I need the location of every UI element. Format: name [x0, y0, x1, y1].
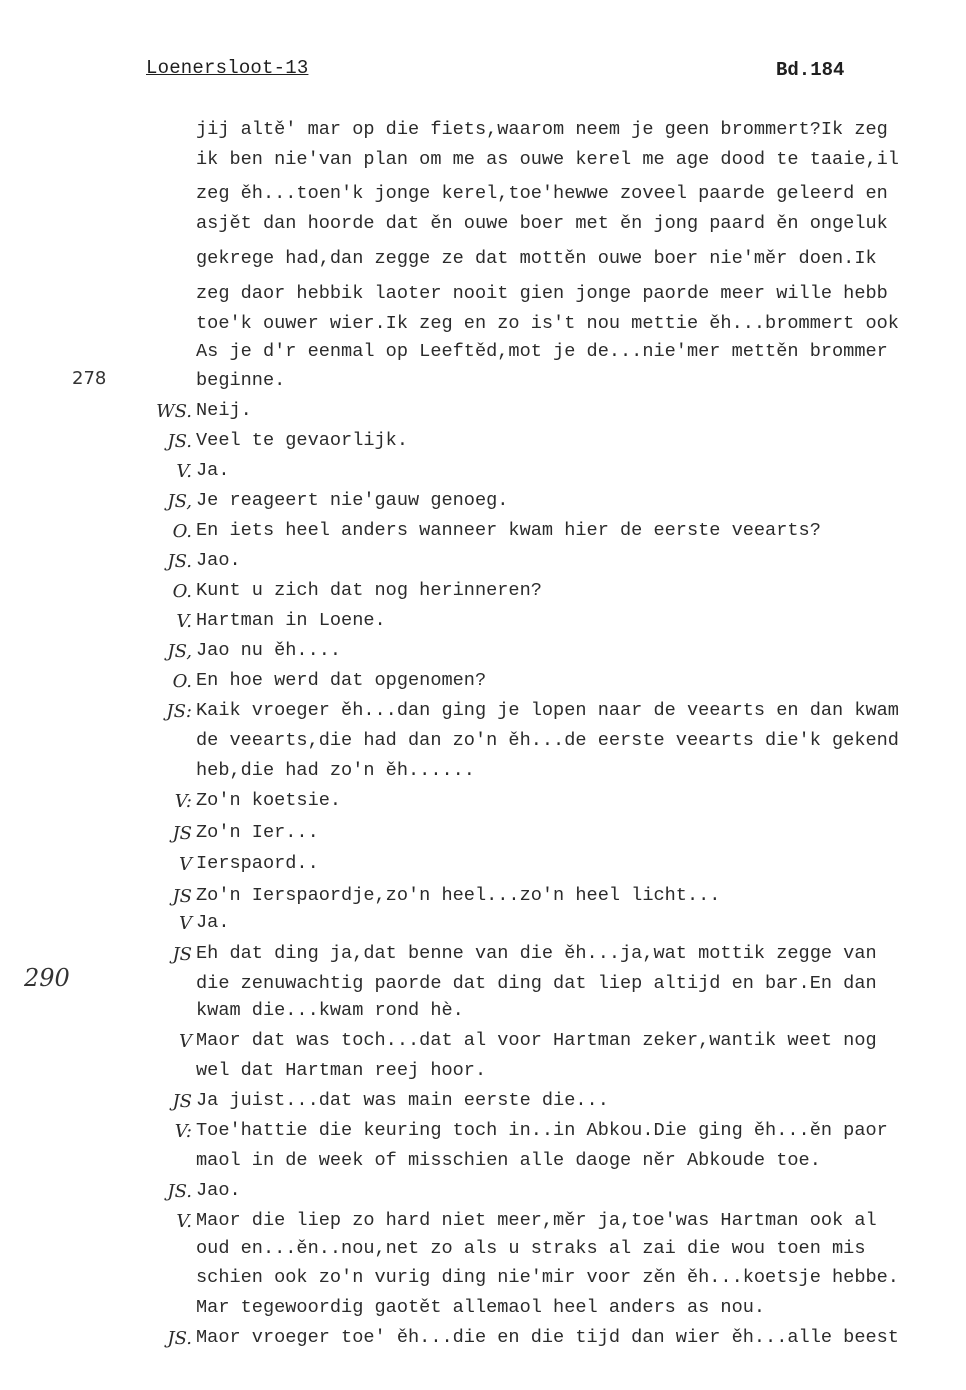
line-text: de veearts,die had dan zo'n ěh...de eerste veearts die'k gekend: [196, 730, 899, 751]
transcript-line: [0, 370, 966, 392]
speaker-label: JS,: [167, 491, 192, 512]
line-text: Neij.: [196, 400, 252, 421]
line-text: beginne.: [196, 370, 286, 391]
transcript-line: [0, 730, 966, 752]
speaker-label: JS.: [167, 1328, 192, 1349]
document-title: Loenersloot-13: [146, 57, 309, 79]
transcript-line: [0, 400, 966, 422]
transcript-line: [0, 1150, 966, 1172]
line-text: schien ook zo'n vurig ding nie'mir voor zěn ěh...koetsje hebbe.: [196, 1267, 899, 1288]
line-text: ik ben nie'van plan om me as ouwe kerel me age dood te taaie,il: [196, 149, 899, 170]
line-text: Eh dat ding ja,dat benne van die ěh...ja,wat mottik zegge van: [196, 943, 877, 964]
line-text: Ja.: [196, 460, 230, 481]
speaker-label: O.: [172, 521, 192, 542]
transcript-line: [0, 460, 966, 482]
transcript-line: [0, 1238, 966, 1260]
line-text: Maor die liep zo hard niet meer,měr ja,toe'was Hartman ook al: [196, 1210, 877, 1231]
line-text: Veel te gevaorlijk.: [196, 430, 409, 451]
line-text: toe'k ouwer wier.Ik zeg en zo is't nou mettie ěh...brommert ook: [196, 313, 899, 334]
line-text: wel dat Hartman reej hoor.: [196, 1060, 487, 1081]
transcript-line: [0, 1180, 966, 1202]
transcript-line: [0, 183, 966, 205]
line-text: Mar tegewoordig gaotět allemaol heel anders as nou.: [196, 1297, 766, 1318]
transcript-line: [0, 213, 966, 235]
transcript-line: [0, 885, 966, 907]
transcript-line: [0, 149, 966, 171]
speaker-label: WS.: [156, 401, 192, 422]
line-text: jij altě' mar op die fiets,waarom neem je geen brommert?Ik zeg: [196, 119, 888, 140]
line-text: zeg daor hebbik laoter nooit gien jonge paorde meer wille hebb: [196, 283, 888, 304]
line-text: Jao nu ěh....: [196, 640, 342, 661]
transcript-line: [0, 1327, 966, 1349]
line-text: Kaik vroeger ěh...dan ging je lopen naar de veearts en dan kwam: [196, 700, 899, 721]
line-text: oud en...ěn..nou,net zo als u straks al zai die wou toen mis: [196, 1238, 866, 1259]
transcript-line: [0, 700, 966, 722]
speaker-label: V:: [174, 1121, 192, 1142]
speaker-label: V: [179, 854, 192, 875]
transcript-line: [0, 520, 966, 542]
line-text: Ierspaord..: [196, 853, 319, 874]
line-text: Ja juist...dat was main eerste die...: [196, 1090, 609, 1111]
margin-number-first: 278: [72, 368, 107, 389]
transcript-line: [0, 943, 966, 965]
speaker-label: JS: [172, 823, 192, 844]
speaker-label: V.: [176, 611, 192, 632]
transcript-line: [0, 119, 966, 141]
line-text: Zo'n koetsie.: [196, 790, 342, 811]
speaker-label: JS: [172, 944, 192, 965]
line-text: gekrege had,dan zegge ze dat mottěn ouwe boer nie'měr doen.Ik: [196, 248, 877, 269]
transcript-line: [0, 1000, 966, 1022]
transcript-line: [0, 1297, 966, 1319]
line-text: Zo'n Ier...: [196, 822, 319, 843]
line-text: Jao.: [196, 550, 241, 571]
transcript-line: [0, 1030, 966, 1052]
transcript-line: [0, 490, 966, 512]
speaker-label: JS: [172, 886, 192, 907]
transcript-line: [0, 550, 966, 572]
transcript-line: [0, 341, 966, 363]
transcript-line: [0, 313, 966, 335]
line-text: asjět dan hoorde dat ěn ouwe boer met ěn jong paard ěn ongeluk: [196, 213, 888, 234]
speaker-label: O.: [172, 581, 192, 602]
speaker-label: V: [179, 1031, 192, 1052]
line-text: die zenuwachtig paorde dat ding dat liep altijd en bar.En dan: [196, 973, 877, 994]
line-text: En iets heel anders wanneer kwam hier de eerste veearts?: [196, 520, 821, 541]
speaker-label: JS,: [167, 641, 192, 662]
transcript-line: [0, 973, 966, 995]
line-text: Hartman in Loene.: [196, 610, 386, 631]
transcript-line: [0, 1210, 966, 1232]
speaker-label: V.: [176, 461, 192, 482]
margin-number-second: 290: [24, 964, 70, 992]
line-text: Zo'n Ierspaordje,zo'n heel...zo'n heel licht...: [196, 885, 721, 906]
line-text: maol in de week of misschien alle daoge něr Abkoude toe.: [196, 1150, 821, 1171]
speaker-label: JS: [172, 1091, 192, 1112]
line-text: As je d'r eenmal op Leeftěd,mot je de...nie'mer mettěn brommer: [196, 341, 888, 362]
transcript-line: [0, 610, 966, 632]
speaker-label: V.: [176, 1211, 192, 1232]
speaker-label: JS:: [166, 701, 192, 722]
transcript-line: [0, 1267, 966, 1289]
speaker-label: V:: [174, 791, 192, 812]
line-text: heb,die had zo'n ěh......: [196, 760, 475, 781]
line-text: Ja.: [196, 912, 230, 933]
line-text: kwam die...kwam rond hè.: [196, 1000, 464, 1021]
line-text: Je reageert nie'gauw genoeg.: [196, 490, 509, 511]
speaker-label: V: [179, 913, 192, 934]
speaker-label: JS.: [167, 1181, 192, 1202]
transcript-line: [0, 283, 966, 305]
transcript-line: [0, 912, 966, 934]
transcript-line: [0, 248, 966, 270]
transcript-line: [0, 853, 966, 875]
transcript-line: [0, 790, 966, 812]
transcript-line: [0, 1060, 966, 1082]
line-text: Kunt u zich dat nog herinneren?: [196, 580, 542, 601]
speaker-label: JS.: [167, 551, 192, 572]
transcript-line: [0, 1120, 966, 1142]
speaker-label: O.: [172, 671, 192, 692]
line-text: Toe'hattie die keuring toch in..in Abkou.Die ging ěh...ěn paor: [196, 1120, 888, 1141]
line-text: Maor vroeger toe' ěh...die en die tijd dan wier ěh...alle beest: [196, 1327, 899, 1348]
transcript-line: [0, 430, 966, 452]
transcript-line: [0, 640, 966, 662]
speaker-label: JS.: [167, 431, 192, 452]
transcript-line: [0, 670, 966, 692]
line-text: Maor dat was toch...dat al voor Hartman zeker,wantik weet nog: [196, 1030, 877, 1051]
line-text: En hoe werd dat opgenomen?: [196, 670, 487, 691]
transcript-line: [0, 822, 966, 844]
transcript-line: [0, 760, 966, 782]
transcript-line: [0, 1090, 966, 1112]
line-text: zeg ěh...toen'k jonge kerel,toe'hewwe zoveel paarde geleerd en: [196, 183, 888, 204]
page-number: Bd.184: [776, 59, 845, 81]
transcript-line: [0, 580, 966, 602]
line-text: Jao.: [196, 1180, 241, 1201]
